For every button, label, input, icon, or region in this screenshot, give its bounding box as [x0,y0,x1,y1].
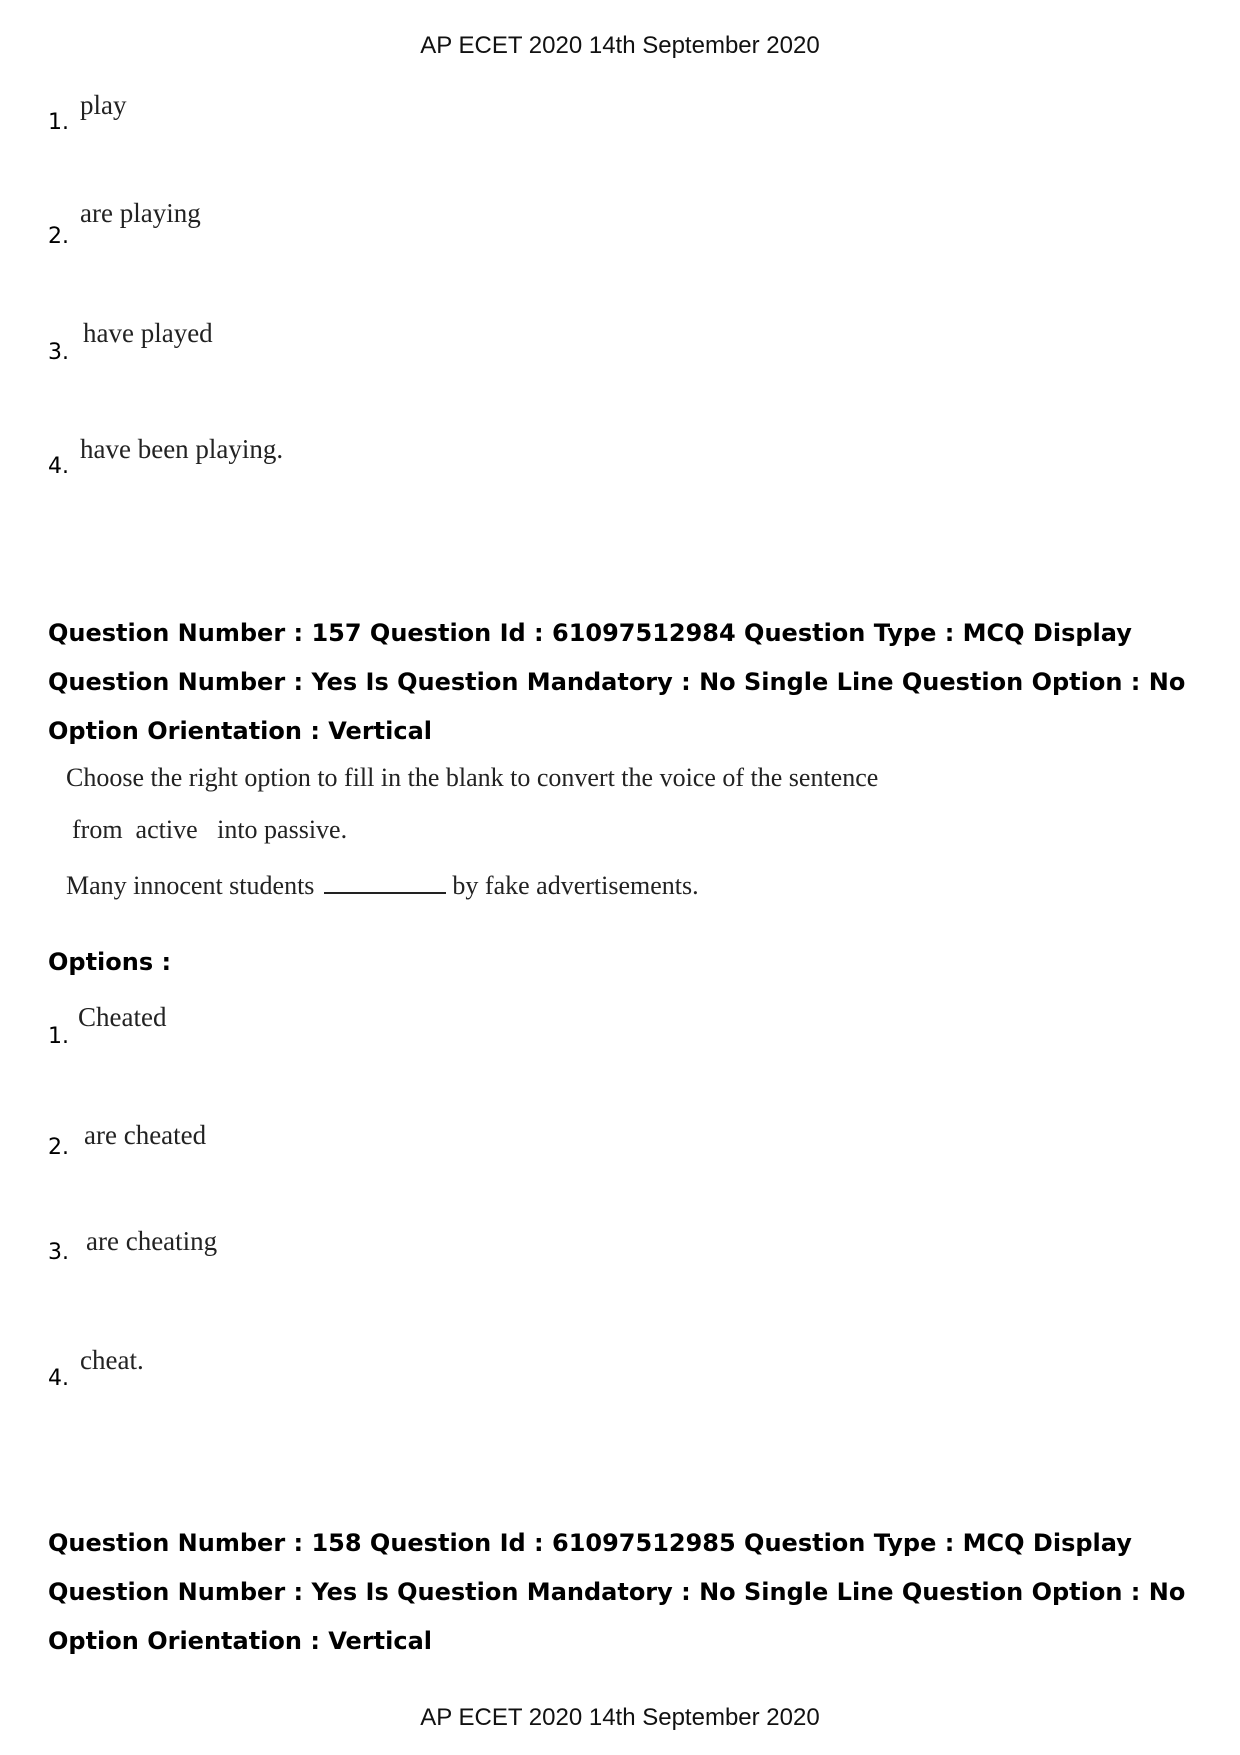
q157-option-2-text: are cheated [84,1120,207,1150]
prev-option-1[interactable] [48,110,69,135]
prev-option-2-text: are playing [80,198,201,228]
sentence-suffix: by fake advertisements. [452,871,699,900]
option-number: 1. [48,110,69,135]
prev-option-2[interactable] [48,224,69,249]
option-number: 2. [48,224,69,249]
q157-option-3-text: are cheating [86,1226,218,1256]
prev-option-1-text: play [80,90,127,120]
option-number: 4. [48,1366,69,1391]
option-number: 1. [48,1024,69,1049]
question-157-line-1: Choose the right option to fill in the blank to convert the voice of the sentence [66,763,879,792]
question-157-line-3 [66,870,699,901]
page-footer: AP ECET 2020 14th September 2020 [420,1704,820,1731]
q157-option-1-text: Cheated [78,1002,167,1032]
q157-option-4[interactable] [48,1366,69,1391]
prev-option-4-text: have been playing. [80,434,284,464]
q157-option-4-text: cheat. [80,1345,144,1375]
q157-option-1[interactable] [48,1024,69,1049]
question-157-line-2: from active into passive. [72,815,348,844]
question-158-meta: Question Number : 158 Question Id : 61097512985 Question Type : MCQ Display Question Number : Yes Is Question Mandatory : No Single Line Question Option : No Option Orientation : Vertical [48,1529,1186,1655]
q157-option-2[interactable] [48,1135,69,1160]
prev-option-3-text: have played [83,318,213,348]
q157-option-3[interactable] [48,1240,69,1265]
option-number: 3. [48,340,69,365]
fill-blank [324,870,446,894]
options-label: Options : [48,948,172,976]
option-number: 3. [48,1240,69,1265]
option-number: 4. [48,454,69,479]
prev-option-4[interactable] [48,454,69,479]
prev-option-3[interactable] [48,340,69,365]
option-number: 2. [48,1135,69,1160]
question-157-meta: Question Number : 157 Question Id : 61097512984 Question Type : MCQ Display Question Number : Yes Is Question Mandatory : No Single Line Question Option : No Option Orientation : Vertical [48,619,1186,745]
page-header: AP ECET 2020 14th September 2020 [420,32,820,59]
sentence-prefix: Many innocent students [66,871,315,900]
